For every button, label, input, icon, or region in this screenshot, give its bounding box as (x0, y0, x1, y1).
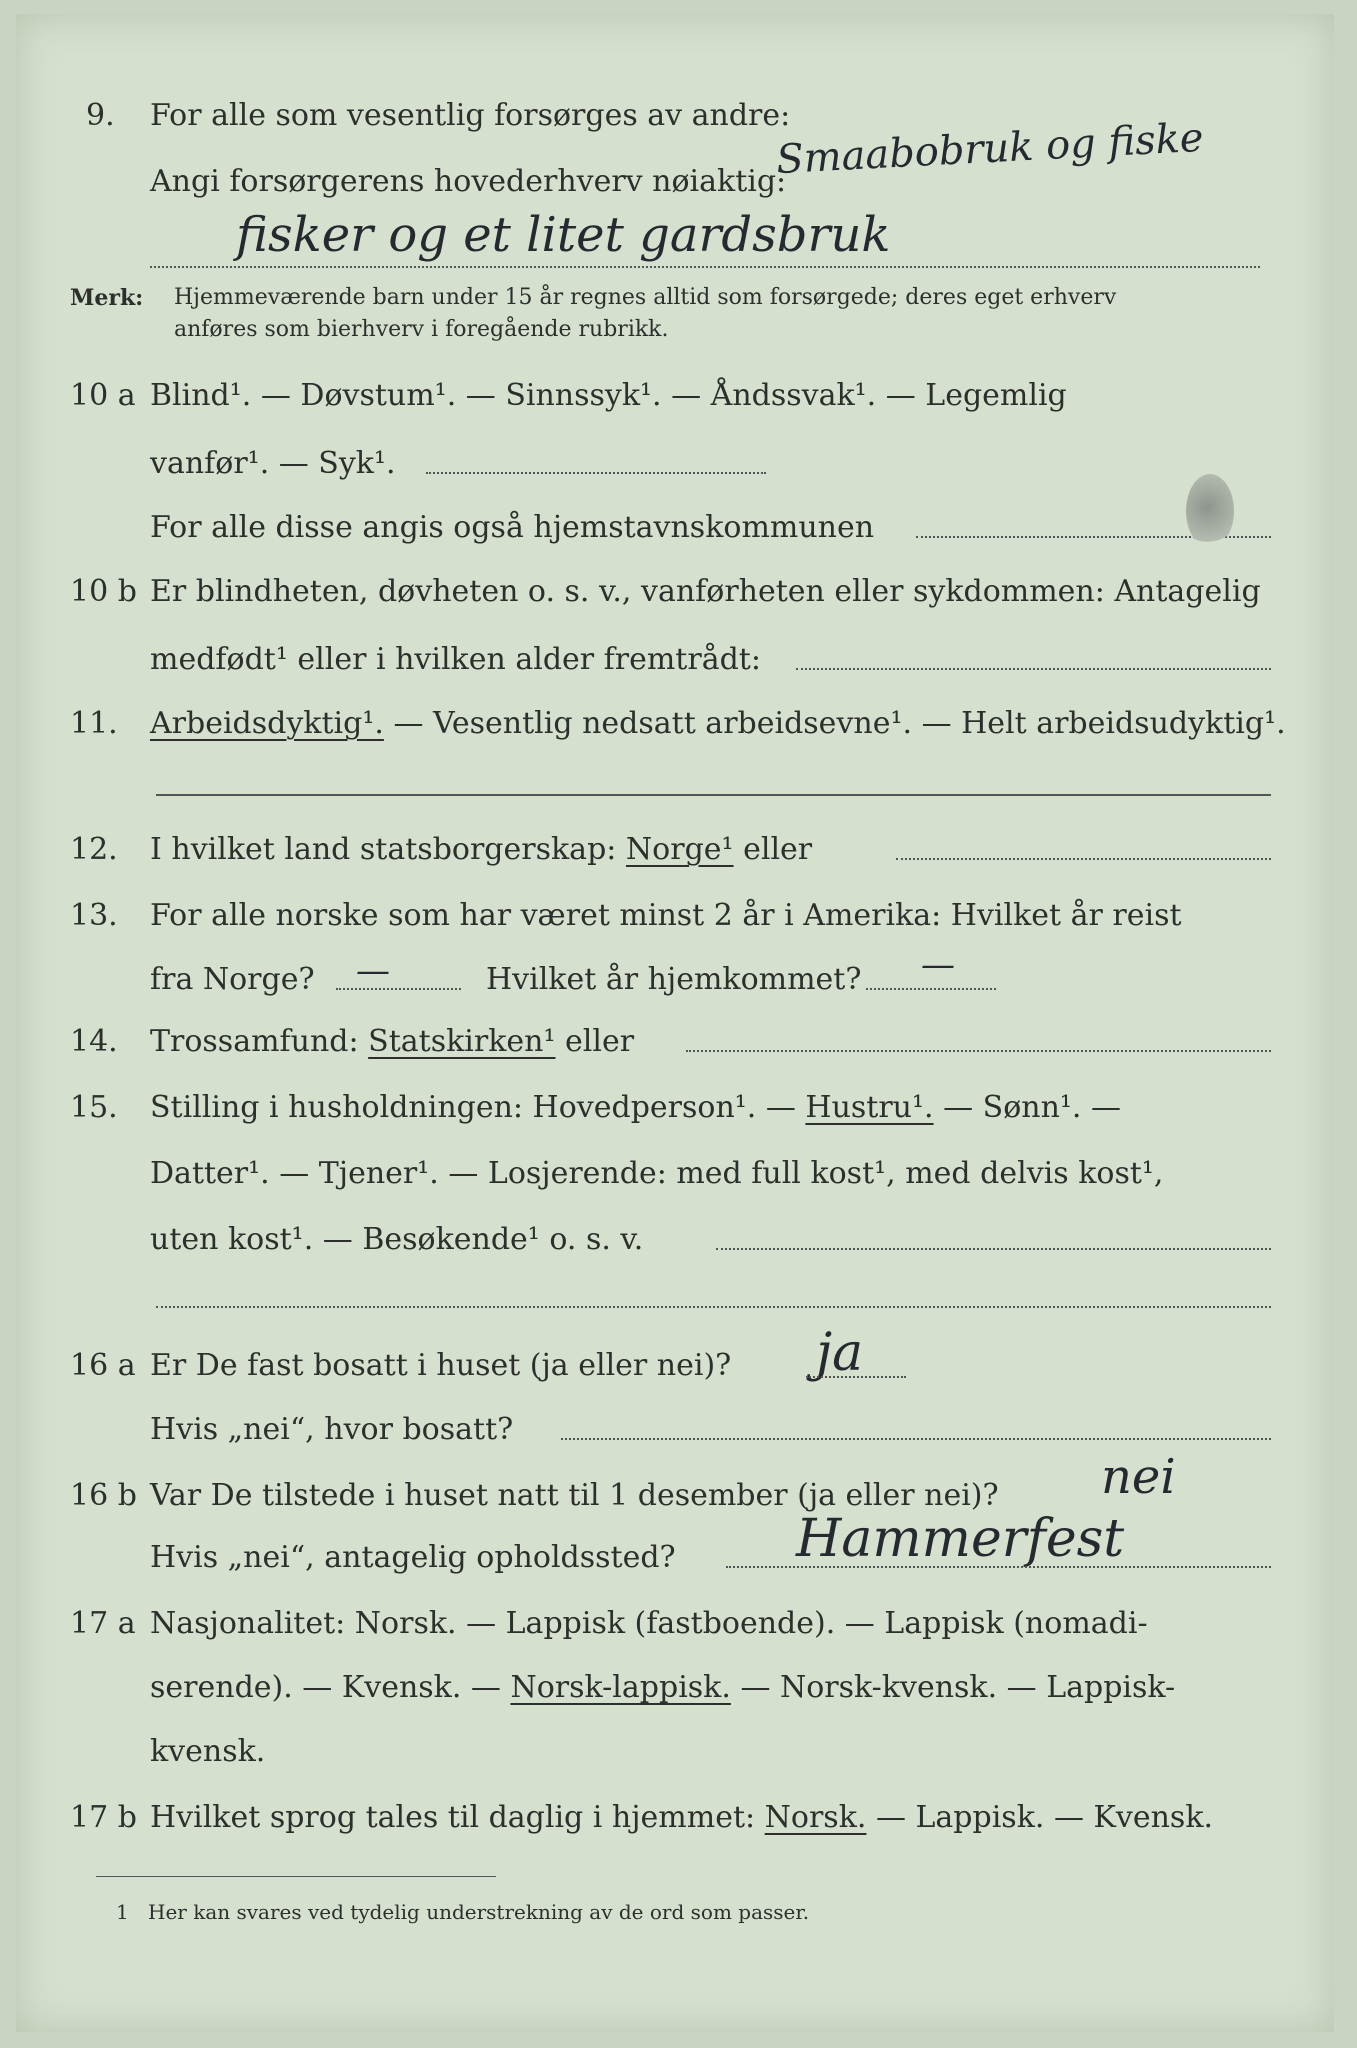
merk-line2: anføres som bierhverv i foregående rubrikk. (174, 317, 669, 342)
q15-line2: Datter¹. — Tjener¹. — Losjerende: med full kost¹, med delvis kost¹, (150, 1156, 1164, 1191)
q16b-number: 16 b (70, 1478, 137, 1513)
q14-question: Trossamfund: (150, 1024, 369, 1059)
q10b-line1: Er blindheten, døvheten o. s. v., vanførheten eller sykdommen: Antagelig (150, 574, 1261, 609)
q17a-selected-option: Norsk-lappisk. (510, 1670, 731, 1705)
ink-stain (1186, 474, 1234, 548)
q16b-answer-line (726, 1566, 1271, 1568)
q15-answer-line (716, 1248, 1271, 1250)
footnote-mark: 1 (116, 1900, 129, 1924)
q9-line2: Angi forsørgerens hovederhverv nøiaktig: (150, 164, 787, 199)
q17b-rest: — Lappisk. — Kvensk. (866, 1800, 1214, 1835)
q10a-line3: For alle disse angis også hjemstavnskommunen (150, 510, 875, 545)
q17a-line2 (150, 1670, 1175, 1706)
merk-label: Merk: (70, 285, 144, 311)
q13-handwriting-1: — (356, 951, 390, 991)
footnote-text: Her kan svares ved tydelig understrekning av de ord som passer. (148, 1900, 810, 1924)
q12-answer-line (896, 858, 1271, 860)
q12-number: 12. (70, 832, 118, 867)
census-form-page (16, 14, 1334, 2032)
merk-line1: Hjemmeværende barn under 15 år regnes alltid som forsørgede; deres eget erhverv (174, 285, 1117, 310)
q11-text (150, 706, 1286, 742)
q12-rest: eller (733, 832, 813, 867)
q13-reist-line (336, 988, 461, 990)
q10b-line2: medfødt¹ eller i hvilken alder fremtrådt: (150, 642, 761, 677)
q13-hjemkommet-label: Hvilket år hjemkommet? (486, 962, 862, 997)
q17a-rest: — Norsk-kvensk. — Lappisk- (730, 1670, 1176, 1705)
q14-selected-option: Statskirken¹ (368, 1024, 556, 1059)
q14-rest: eller (555, 1024, 635, 1059)
q17a-line3: kvensk. (150, 1734, 266, 1769)
q17a-options: serende). — Kvensk. — (150, 1670, 511, 1705)
q15-selected-option: Hustru¹. (805, 1090, 934, 1125)
q15-rest: — Sønn¹. — (933, 1090, 1122, 1125)
q17a-line1: Nasjonalitet: Norsk. — Lappisk (fastboende). — Lappisk (nomadi- (150, 1606, 1148, 1641)
q11-rest: — Vesentlig nedsatt arbeidsevne¹. — Helt arbeidsudyktig¹. (383, 706, 1286, 741)
q15-number: 15. (70, 1090, 118, 1125)
q16b-handwriting-2: Hammerfest (796, 1509, 1125, 1569)
q16a-handwriting: ja (816, 1323, 864, 1383)
q14-answer-line (686, 1050, 1271, 1052)
q16a-number: 16 a (70, 1348, 136, 1383)
q13-line1: For alle norske som har været minst 2 år i Amerika: Hvilket år reist (150, 898, 1182, 933)
q12-question: I hvilket land statsborgerskap: (150, 832, 626, 867)
q15-extra-line (156, 1306, 1271, 1308)
q10a-number: 10 a (70, 378, 136, 413)
q16a-answer-line (806, 1376, 906, 1378)
q16b-line2: Hvis „nei“, antagelig opholdssted? (150, 1540, 676, 1575)
q14-number: 14. (70, 1024, 118, 1059)
q11-number: 11. (70, 706, 118, 741)
q17b-text (150, 1800, 1213, 1836)
q9-number: 9. (86, 98, 115, 133)
footnote-separator (96, 1876, 496, 1877)
q17a-number: 17 a (70, 1606, 136, 1641)
q16a-line1: Er De fast bosatt i huset (ja eller nei)? (150, 1348, 732, 1383)
q11-selected-option: Arbeidsdyktig¹. (150, 706, 384, 741)
q15-question: Stilling i husholdningen: Hovedperson¹. — (150, 1090, 806, 1125)
q10b-number: 10 b (70, 574, 137, 609)
q16a-line2: Hvis „nei“, hvor bosatt? (150, 1412, 514, 1447)
q9-handwriting-1: Smaabobruk og fiske (775, 114, 1205, 184)
q16b-line1: Var De tilstede i huset natt til 1 desember (ja eller nei)? (150, 1478, 999, 1513)
q15-line3: uten kost¹. — Besøkende¹ o. s. v. (150, 1222, 644, 1257)
q10a-line1: Blind¹. — Døvstum¹. — Sinnssyk¹. — Åndssvak¹. — Legemlig (150, 378, 1067, 413)
q16b-handwriting-1: nei (1101, 1449, 1176, 1505)
q14-text (150, 1024, 634, 1060)
q17b-number: 17 b (70, 1800, 137, 1835)
q15-line1 (150, 1090, 1121, 1126)
q9-answer-line (150, 266, 1260, 268)
q10a-line2: vanfør¹. — Syk¹. (150, 446, 396, 481)
q12-selected-option: Norge¹ (625, 832, 734, 867)
q10a-answer-line (426, 472, 766, 474)
q16a-bosatt-line (561, 1438, 1271, 1440)
q13-reist-label: fra Norge? (150, 962, 315, 997)
q12-text (150, 832, 812, 868)
q17b-question: Hvilket sprog tales til daglig i hjemmet: (150, 1800, 765, 1835)
q11-answer-line (156, 794, 1271, 796)
q9-line1: For alle som vesentlig forsørges av andre: (150, 98, 791, 133)
q13-handwriting-2: — (921, 945, 955, 985)
q13-number: 13. (70, 898, 118, 933)
q9-handwriting-2: fisker og et litet gardsbruk (236, 207, 891, 263)
q10b-answer-line (796, 668, 1271, 670)
q17b-selected-option: Norsk. (764, 1800, 867, 1835)
